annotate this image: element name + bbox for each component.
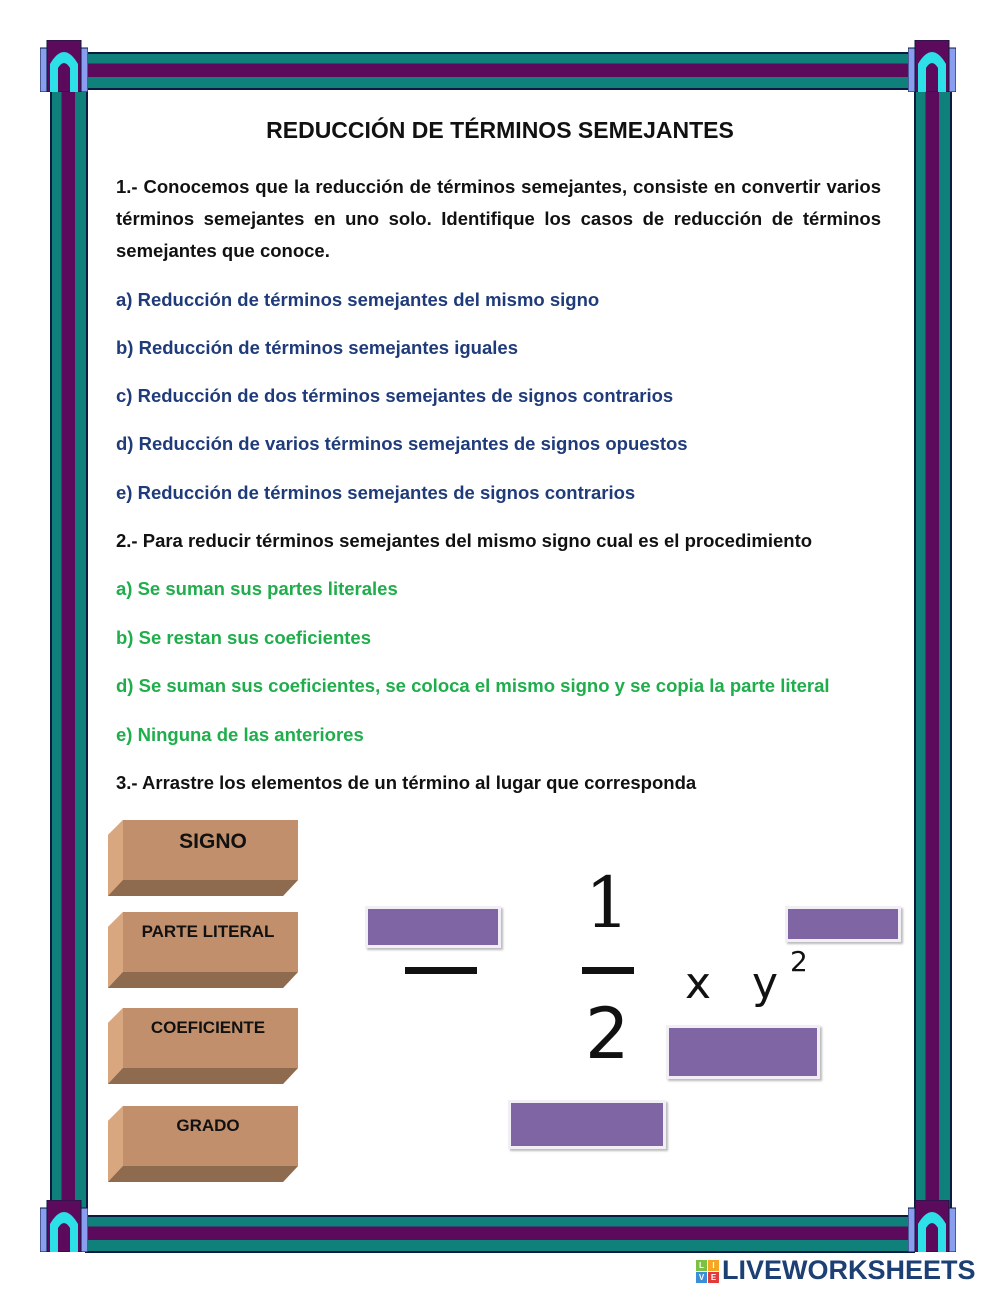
q2-option-d[interactable]: d) Se suman sus coeficientes, se coloca el mismo signo y se copia la parte literal <box>116 675 830 696</box>
corner-ornament-icon <box>908 1200 956 1252</box>
question-2: 2.- Para reducir términos semejantes del mismo signo cual es el procedimiento <box>116 530 813 551</box>
drop-zone-parte-literal[interactable] <box>666 1025 820 1079</box>
drag-item-label: GRADO <box>176 1116 240 1135</box>
border-right <box>914 85 952 1220</box>
drop-zone-grado[interactable] <box>785 906 901 942</box>
drag-item-label: SIGNO <box>179 830 247 853</box>
minus-sign <box>405 967 477 974</box>
variable-x: x <box>685 958 712 1009</box>
drop-zone-coeficiente[interactable] <box>508 1100 666 1149</box>
q1-option-b[interactable]: b) Reducción de términos semejantes iguales <box>116 337 518 358</box>
drop-zone-signo[interactable] <box>365 906 501 948</box>
q2-option-a[interactable]: a) Se suman sus partes literales <box>116 578 398 599</box>
drag-item-label: PARTE LITERAL <box>141 922 275 941</box>
drag-item-coeficiente[interactable] <box>108 1008 298 1084</box>
question-3: 3.- Arrastre los elementos de un término al lugar que corresponda <box>116 772 697 793</box>
drag-item-grado[interactable] <box>108 1106 298 1182</box>
drag-item-label: COEFICIENTE <box>150 1018 266 1037</box>
drag-item-parte-literal[interactable] <box>108 912 298 988</box>
live-badge-icon: L I V E <box>696 1260 719 1283</box>
border-bottom <box>85 1215 915 1253</box>
exponent: 2 <box>790 945 808 978</box>
drag-item-signo[interactable] <box>108 820 298 896</box>
question-1: 1.- Conocemos que la reducción de términos semejantes, consiste en convertir varios términos semejantes en uno solo. Identifique los casos de reducción de términos semejantes que conoce. <box>116 176 881 261</box>
q1-option-c[interactable]: c) Reducción de dos términos semejantes de signos contrarios <box>116 385 674 406</box>
corner-ornament-icon <box>40 40 88 92</box>
logo-text: LIVEWORKSHEETS <box>722 1255 976 1285</box>
worksheet-title: REDUCCIÓN DE TÉRMINOS SEMEJANTES <box>266 117 734 143</box>
border-left <box>50 85 88 1220</box>
variable-y: y <box>752 958 779 1009</box>
fraction-numerator: 1 <box>585 862 630 944</box>
q2-option-b[interactable]: b) Se restan sus coeficientes <box>116 627 371 648</box>
q1-option-e[interactable]: e) Reducción de términos semejantes de signos contrarios <box>116 482 636 503</box>
liveworksheets-logo <box>696 1254 996 1286</box>
fraction-bar <box>582 967 634 974</box>
corner-ornament-icon <box>908 40 956 92</box>
border-top <box>85 52 915 90</box>
q1-option-d[interactable]: d) Reducción de varios términos semejantes de signos opuestos <box>116 433 688 454</box>
fraction-denominator: 2 <box>585 993 630 1075</box>
q1-option-a[interactable]: a) Reducción de términos semejantes del mismo signo <box>116 289 600 310</box>
corner-ornament-icon <box>40 1200 88 1252</box>
q2-option-e[interactable]: e) Ninguna de las anteriores <box>116 724 364 745</box>
